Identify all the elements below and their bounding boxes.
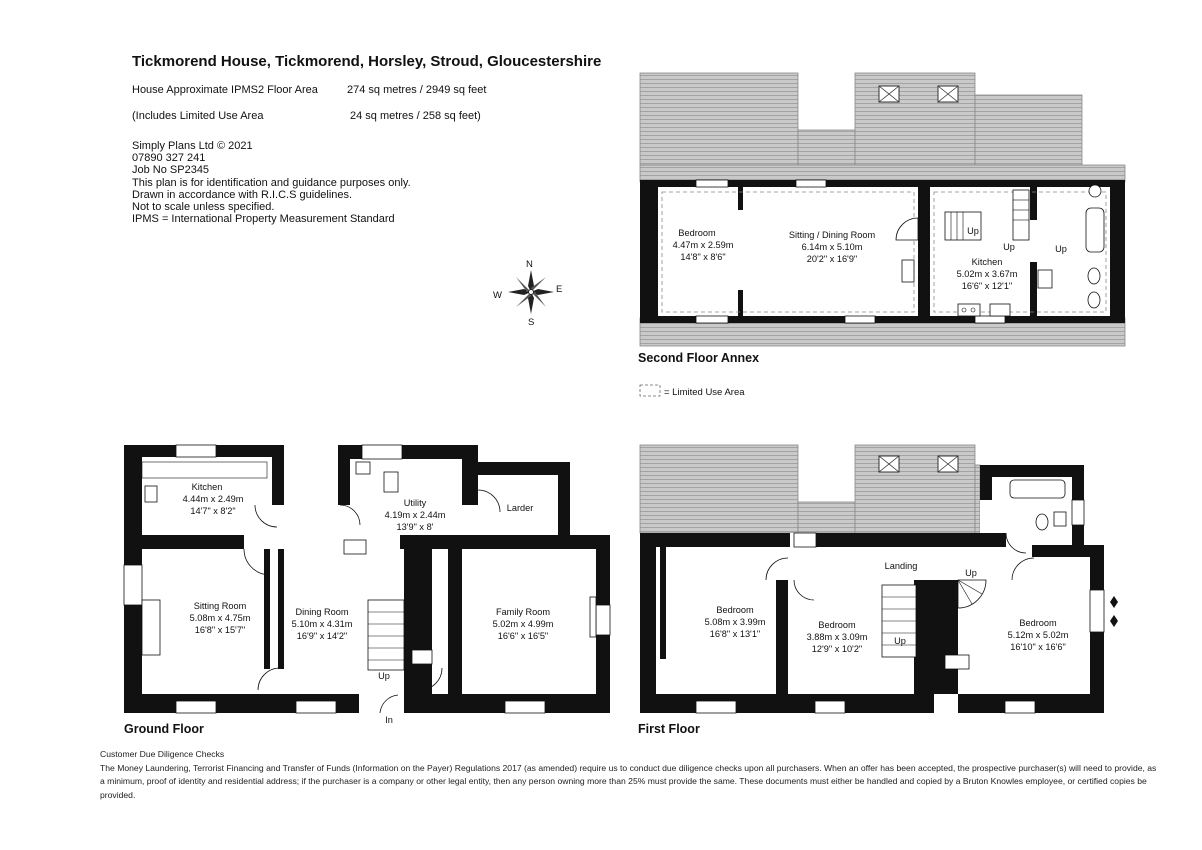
annex-bedroom-imperial: 14'8" x 8'6" (680, 252, 726, 262)
ground-stairs-up: Up (378, 671, 390, 681)
basin-icon (945, 655, 969, 669)
compass-w: W (493, 290, 502, 301)
second-floor-label: Second Floor Annex (638, 351, 760, 365)
compass-n: N (526, 259, 533, 270)
sitting-dining-metric: 6.14m x 5.10m (801, 242, 863, 252)
dining-room-imperial: 16'9" x 14'2" (296, 631, 348, 641)
bidet-icon (1088, 292, 1100, 308)
annex-bedroom-metric: 4.47m x 2.59m (672, 240, 734, 250)
toilet-icon (384, 472, 398, 492)
info-line: Drawn in accordance with R.I.C.S guidelines. (132, 188, 353, 201)
due-diligence-notice (100, 748, 1160, 802)
roof-area (798, 130, 855, 165)
larder-name: Larder (506, 503, 534, 513)
entrance-in: In (385, 715, 393, 725)
annex-bedroom-name: Bedroom (678, 228, 716, 238)
bedroom-1-imperial: 16'8" x 13'1" (709, 629, 761, 639)
skylight-icon (938, 456, 958, 472)
annex-kitchen-imperial: 16'6" x 12'1" (961, 281, 1013, 291)
sink-icon (1054, 512, 1066, 526)
range-icon (344, 540, 366, 554)
second-floor-annex-plan (640, 73, 1125, 346)
info-line: IPMS = International Property Measurement Standard (132, 213, 395, 226)
bath-icon (1086, 208, 1104, 252)
stairs-icon (368, 600, 404, 670)
limited-area-value: 24 sq metres / 258 sq feet) (350, 110, 481, 122)
sitting-room-metric: 5.08m x 4.75m (189, 613, 251, 623)
kitchen-imperial: 14'7" x 8'2" (190, 506, 236, 516)
dining-room-name: Dining Room (295, 607, 349, 617)
utility-name: Utility (403, 498, 427, 508)
bedroom-2-metric: 3.88m x 3.09m (806, 632, 868, 642)
house-area-value: 274 sq metres / 2949 sq feet (347, 84, 487, 96)
roof-area (798, 502, 855, 533)
first-stairs-up: Up (894, 636, 906, 646)
page-title: Tickmorend House, Tickmorend, Horsley, Stroud, Gloucestershire (132, 53, 602, 70)
limited-area-label: (Includes Limited Use Area (132, 110, 264, 122)
sitting-dining-imperial: 20'2" x 16'9" (806, 254, 858, 264)
legend-swatch (640, 385, 660, 396)
toilet-icon (1036, 514, 1048, 530)
roof-area (975, 465, 980, 533)
boiler-icon (1089, 185, 1101, 197)
utility-imperial: 13'9" x 8' (396, 522, 434, 532)
dining-room-metric: 5.10m x 4.31m (291, 619, 353, 629)
bedroom-3-name: Bedroom (1019, 618, 1057, 628)
skylight-icon (879, 86, 899, 102)
family-room-name: Family Room (495, 607, 551, 617)
cupboard (412, 650, 432, 664)
family-room-imperial: 16'6" x 16'5" (497, 631, 549, 641)
notice-heading: Customer Due Diligence Checks (100, 749, 225, 759)
first-spiral-up: Up (965, 568, 977, 578)
info-line: This plan is for identification and guidance purposes only. (132, 176, 411, 189)
sink-icon (356, 462, 370, 474)
sitting-room-imperial: 16'8" x 15'7" (194, 625, 246, 635)
skylight-icon (879, 456, 899, 472)
info-line: Simply Plans Ltd © 2021 (132, 140, 253, 152)
roof-area (640, 165, 1125, 182)
first-floor-label: First Floor (638, 722, 700, 736)
annex-stairs-up: Up (967, 226, 979, 236)
annex-stairs-up: Up (1003, 242, 1015, 252)
roof-area (640, 445, 798, 533)
kitchen-name: Kitchen (191, 482, 223, 492)
bedroom-1-name: Bedroom (716, 605, 754, 615)
annex-stairs-up: Up (1055, 244, 1067, 254)
info-line: 07890 327 241 (132, 152, 206, 165)
ground-floor-label: Ground Floor (124, 722, 204, 736)
roof-area (640, 73, 798, 165)
fireplace-icon (590, 597, 596, 637)
sitting-room-name: Sitting Room (193, 601, 247, 611)
info-line: Job No SP2345 (132, 164, 210, 177)
hob-icon (958, 304, 980, 316)
utility-metric: 4.19m x 2.44m (384, 510, 446, 520)
sink-icon (990, 304, 1010, 316)
worktop (142, 462, 267, 478)
sink-icon (1038, 270, 1052, 288)
family-room-metric: 5.02m x 4.99m (492, 619, 554, 629)
fireplace-icon (142, 600, 160, 655)
bedroom-2-imperial: 12'9" x 10'2" (811, 644, 863, 654)
notice-body: The Money Laundering, Terrorist Financing and Transfer of Funds (Information on the Payer) Regulations 2017 (as amended) require us to conduct due diligence checks upon all purchasers. When an offer has been accepted, the prospective purchaser(s) will need to provide, as a minimum, proof of identity and residential address; if the purchaser is a company or other legal entity, then any person owning more than 25% must provide the same. These documents must either be handled and copied by a Bruton Knowles employee, or certified copies be provided. (100, 762, 1157, 800)
bedroom-3-imperial: 16'10" x 16'6" (1010, 642, 1066, 652)
bath-icon (1010, 480, 1065, 498)
compass-s: S (528, 317, 535, 328)
fireplace-icon (902, 260, 914, 282)
bedroom-1-metric: 5.08m x 3.99m (704, 617, 766, 627)
annex-kitchen-metric: 5.02m x 3.67m (956, 269, 1018, 279)
first-floor-plan (640, 445, 1118, 713)
info-line: Not to scale unless specified. (132, 201, 275, 214)
kitchen-metric: 4.44m x 2.49m (182, 494, 244, 504)
annex-kitchen-name: Kitchen (971, 257, 1003, 267)
landing-name: Landing (884, 561, 918, 571)
bedroom-2-name: Bedroom (818, 620, 856, 630)
toilet-icon (1088, 268, 1100, 284)
compass-rose (508, 270, 554, 314)
bedroom-3-metric: 5.12m x 5.02m (1007, 630, 1069, 640)
roof-area (975, 95, 1082, 165)
skylight-icon (938, 86, 958, 102)
house-area-label: House Approximate IPMS2 Floor Area (132, 84, 318, 96)
sitting-dining-name: Sitting / Dining Room (788, 230, 876, 240)
sink-icon (145, 486, 157, 502)
compass-e: E (556, 284, 563, 295)
legend-label: = Limited Use Area (664, 387, 745, 398)
